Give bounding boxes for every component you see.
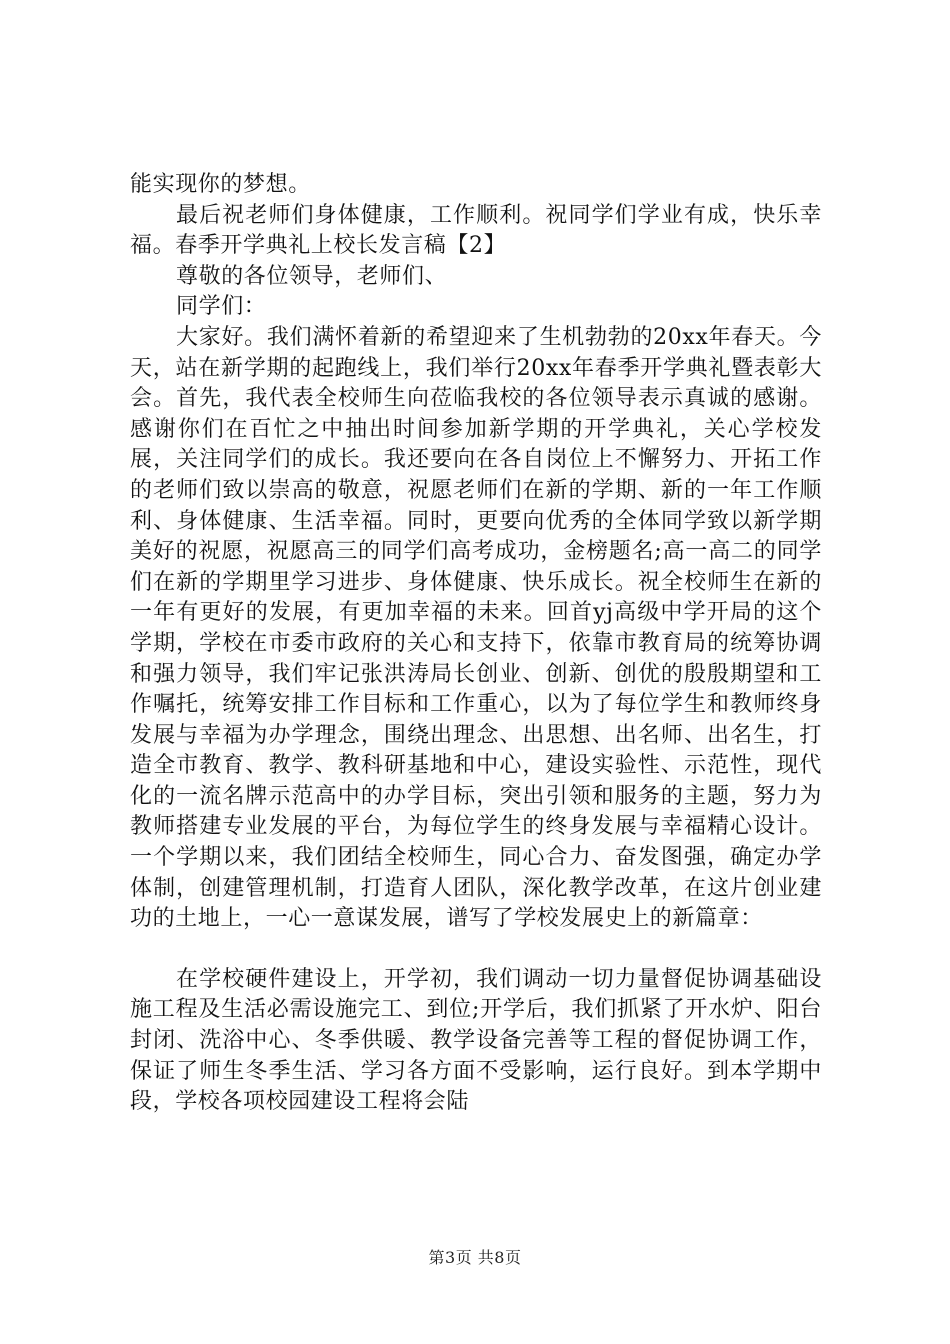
- paragraph-greeting-body: 大家好。我们满怀着新的希望迎来了生机勃勃的20xx年春天。今天，站在新学期的起跑线上，我们举行20xx年春季开学典礼暨表彰大会。首先，我代表全校师生向莅临我校的各位领导表示真诚的感谢。感谢你们在百忙之中抽出时间参加新学期的开学典礼，关心学校发展，关注同学们的成长。我还要向在各自岗位上不懈努力、开拓工作的老师们致以崇高的敬意，祝愿老师们在新的学期、新的一年工作顺利、身体健康、生活幸福。同时，更要向优秀的全体同学致以新学期美好的祝愿，祝愿高三的同学们高考成功，金榜题名;高一高二的同学们在新的学期里学习进步、身体健康、快乐成长。祝全校师生在新的一年有更好的发展，有更加幸福的未来。回首yj高级中学开局的这个学期，学校在市委市政府的关心和支持下，依靠市教育局的统筹协调和强力领导，我们牢记张洪涛局长创业、创新、创优的殷殷期望和工作嘱托，统筹安排工作目标和工作重心，以为了每位学生和教师终身发展与幸福为办学理念，围绕出理念、出思想、出名师、出名生，打造全市教育、教学、教科研基地和中心，建设实验性、示范性，现代化的一流名牌示范高中的办学目标，突出引领和服务的主题，努力为教师搭建专业发展的平台，为每位学生的终身发展与幸福精心设计。一个学期以来，我们团结全校师生，同心合力、奋发图强，确定办学体制，创建管理机制，打造育人团队，深化教学改革，在这片创业建功的土地上，一心一意谋发展，谱写了学校发展史上的新篇章：: [130, 324, 822, 932]
- page-footer: 第3页 共8页: [428, 1248, 522, 1267]
- paragraph-salutation-students: 同学们：: [176, 294, 267, 320]
- paragraph-salutation-leaders: 尊敬的各位领导，老师们、: [176, 263, 448, 289]
- document-body: [130, 170, 822, 1118]
- paragraph-hardware-construction: 在学校硬件建设上，开学初，我们调动一切力量督促协调基础设施工程及生活必需设施完工、到位;开学后，我们抓紧了开水炉、阳台封闭、洗浴中心、冬季供暖、教学设备完善等工程的督促协调工作，保证了师生冬季生活、学习各方面不受影响，运行良好。到本学期中段，学校各项校园建设工程将会陆: [130, 966, 822, 1115]
- paragraph-closing-wishes: 最后祝老师们身体健康，工作顺利。祝同学们学业有成，快乐幸福。春季开学典礼上校长发言稿【2】: [130, 202, 822, 259]
- paragraph-continuation: 能实现你的梦想。: [130, 172, 311, 197]
